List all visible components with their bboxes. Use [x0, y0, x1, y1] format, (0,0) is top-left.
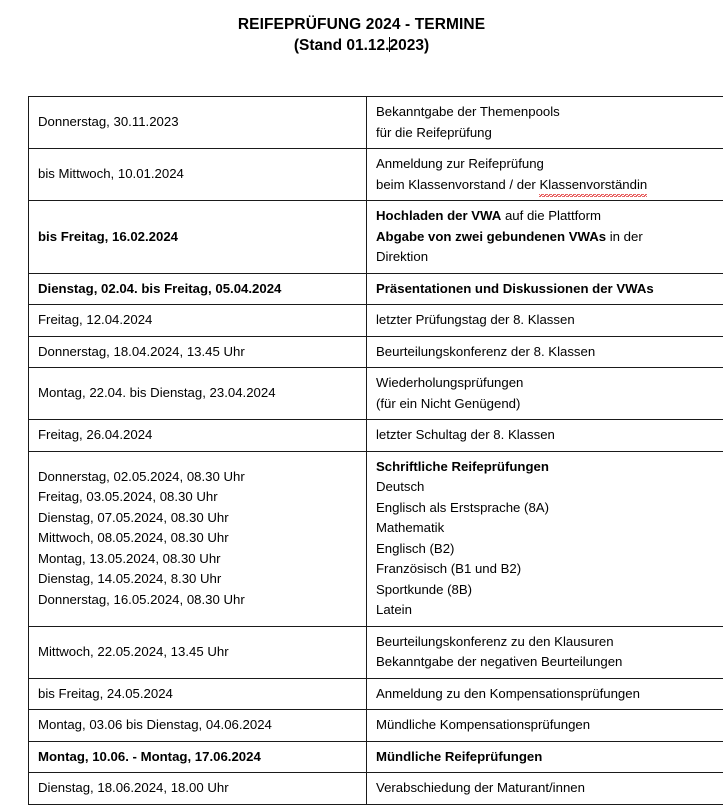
cell-detail: [367, 336, 723, 368]
detail-line: [376, 206, 723, 227]
cell-detail: [367, 451, 723, 626]
detail-line: Latein: [376, 600, 723, 621]
detail-line: letzter Prüfungstag der 8. Klassen: [376, 310, 723, 331]
cell-detail: [367, 420, 723, 452]
detail-line: Beurteilungskonferenz der 8. Klassen: [376, 342, 723, 363]
table-row: [29, 149, 723, 201]
date-line: Mittwoch, 22.05.2024, 13.45 Uhr: [38, 642, 358, 663]
detail-line: Anmeldung zu den Kompensationsprüfungen: [376, 684, 723, 705]
cell-date: [29, 201, 367, 274]
cell-date: [29, 97, 367, 149]
cell-detail: [367, 678, 723, 710]
detail-line: Bekanntgabe der Themenpools: [376, 102, 723, 123]
cell-date: [29, 741, 367, 773]
date-line: Montag, 22.04. bis Dienstag, 23.04.2024: [38, 383, 358, 404]
subtitle-text-after-caret: 2023): [389, 37, 429, 54]
page-subtitle: [0, 35, 723, 56]
cell-date: [29, 678, 367, 710]
cell-date: [29, 368, 367, 420]
detail-line: letzter Schultag der 8. Klassen: [376, 425, 723, 446]
cell-detail: [367, 710, 723, 742]
detail-line: [376, 175, 723, 196]
date-line: Dienstag, 18.06.2024, 18.00 Uhr: [38, 778, 358, 799]
cell-detail: [367, 201, 723, 274]
table-row: [29, 741, 723, 773]
detail-line: [376, 227, 723, 248]
table-row: [29, 305, 723, 337]
detail-emphasis: Hochladen der VWA: [376, 208, 501, 223]
detail-line: für die Reifeprüfung: [376, 123, 723, 144]
cell-detail: [367, 368, 723, 420]
detail-text: beim Klassenvorstand / der: [376, 177, 539, 192]
detail-line: Englisch (B2): [376, 539, 723, 560]
cell-detail: [367, 305, 723, 337]
cell-detail: [367, 273, 723, 305]
table-row: [29, 273, 723, 305]
spellcheck-flagged-word[interactable]: Klassenvorständin: [539, 175, 647, 196]
cell-date: [29, 149, 367, 201]
table-row: [29, 368, 723, 420]
detail-line: Sportkunde (8B): [376, 580, 723, 601]
date-line: Donnerstag, 02.05.2024, 08.30 Uhr: [38, 467, 358, 488]
detail-line: Wiederholungsprüfungen: [376, 373, 723, 394]
date-line: bis Mittwoch, 10.01.2024: [38, 164, 358, 185]
date-line: Dienstag, 02.04. bis Freitag, 05.04.2024: [38, 279, 358, 300]
date-line: Donnerstag, 30.11.2023: [38, 112, 358, 133]
date-line: Mittwoch, 08.05.2024, 08.30 Uhr: [38, 528, 358, 549]
date-line: Donnerstag, 18.04.2024, 13.45 Uhr: [38, 342, 358, 363]
date-line: Freitag, 26.04.2024: [38, 425, 358, 446]
cell-detail: [367, 97, 723, 149]
cell-date: [29, 336, 367, 368]
detail-line: Anmeldung zur Reifeprüfung: [376, 154, 723, 175]
cell-date: [29, 420, 367, 452]
cell-date: [29, 273, 367, 305]
date-line: Montag, 13.05.2024, 08.30 Uhr: [38, 549, 358, 570]
date-line: Freitag, 03.05.2024, 08.30 Uhr: [38, 487, 358, 508]
subtitle-text-before-caret: (Stand 01.12.: [294, 37, 390, 54]
detail-line: Mathematik: [376, 518, 723, 539]
cell-date: [29, 626, 367, 678]
schedule-table-container: [28, 96, 700, 805]
cell-detail: [367, 773, 723, 805]
table-row: [29, 420, 723, 452]
cell-date: [29, 451, 367, 626]
table-row: [29, 451, 723, 626]
cell-detail: [367, 149, 723, 201]
schedule-table: [28, 96, 723, 805]
detail-text: auf die Plattform: [501, 208, 601, 223]
detail-line: Deutsch: [376, 477, 723, 498]
detail-text: in der: [606, 229, 643, 244]
detail-line: (für ein Nicht Genügend): [376, 394, 723, 415]
detail-line: Bekanntgabe der negativen Beurteilungen: [376, 652, 723, 673]
detail-line: Beurteilungskonferenz zu den Klausuren: [376, 632, 723, 653]
cell-detail: [367, 741, 723, 773]
schedule-table-body: [29, 97, 723, 805]
detail-line: Direktion: [376, 247, 723, 268]
date-line: Montag, 03.06 bis Dienstag, 04.06.2024: [38, 715, 358, 736]
detail-line: Schriftliche Reifeprüfungen: [376, 457, 723, 478]
date-line: bis Freitag, 24.05.2024: [38, 684, 358, 705]
cell-date: [29, 710, 367, 742]
table-row: [29, 678, 723, 710]
document-page: [0, 0, 723, 56]
table-row: [29, 97, 723, 149]
date-line: Dienstag, 14.05.2024, 8.30 Uhr: [38, 569, 358, 590]
table-row: [29, 336, 723, 368]
cell-date: [29, 305, 367, 337]
detail-line: Mündliche Kompensationsprüfungen: [376, 715, 723, 736]
date-line: Freitag, 12.04.2024: [38, 310, 358, 331]
table-row: [29, 201, 723, 274]
date-line: Montag, 10.06. - Montag, 17.06.2024: [38, 747, 358, 768]
detail-line: Präsentationen und Diskussionen der VWAs: [376, 279, 723, 300]
detail-line: Englisch als Erstsprache (8A): [376, 498, 723, 519]
detail-line: Verabschiedung der Maturant/innen: [376, 778, 723, 799]
cell-detail: [367, 626, 723, 678]
detail-line: Französisch (B1 und B2): [376, 559, 723, 580]
detail-emphasis: Abgabe von zwei gebundenen VWAs: [376, 229, 606, 244]
table-row: [29, 773, 723, 805]
date-line: bis Freitag, 16.02.2024: [38, 227, 358, 248]
table-row: [29, 626, 723, 678]
date-line: Dienstag, 07.05.2024, 08.30 Uhr: [38, 508, 358, 529]
cell-date: [29, 773, 367, 805]
date-line: Donnerstag, 16.05.2024, 08.30 Uhr: [38, 590, 358, 611]
detail-line: Mündliche Reifeprüfungen: [376, 747, 723, 768]
table-row: [29, 710, 723, 742]
page-title: REIFEPRÜFUNG 2024 - TERMINE: [0, 0, 723, 35]
